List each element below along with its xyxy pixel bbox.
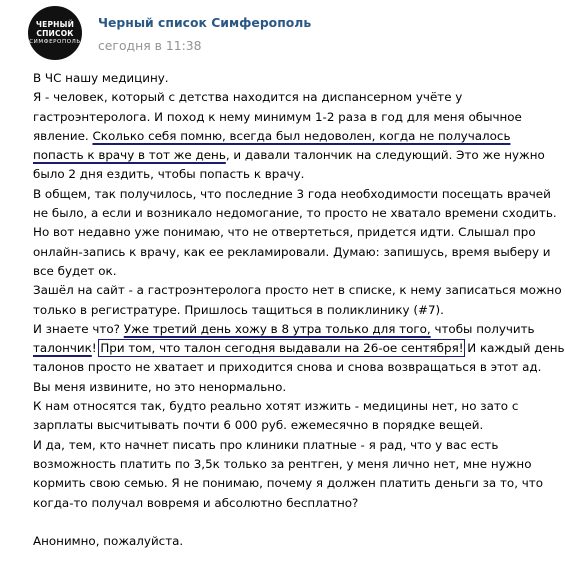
post-line: онлайн-запись к врачу, как ее рекламировали. Думаю: запишусь, время выберу и xyxy=(33,244,551,259)
post-line: возможность платить по 3,5к только за рентген, у меня лично нет, мне нужно xyxy=(33,456,532,471)
post-line: не было, а если и возникало недомогание, то просто не хватало времени сходить. xyxy=(33,206,557,221)
underlined-highlight: Сколько себя помню, всегда был недоволен, когда не получалось xyxy=(92,128,511,143)
post-line: К нам относятся так, будто реально хотят изжить - медицины нет, но зато с xyxy=(33,399,519,414)
post-line xyxy=(33,320,553,339)
post-timestamp[interactable]: сегодня в 11:38 xyxy=(98,38,202,53)
post-text-fragment: И каждый день xyxy=(463,341,565,356)
post-text-fragment: И знаете что? xyxy=(33,321,124,336)
post-text xyxy=(33,69,565,551)
underlined-highlight: талончик xyxy=(33,341,92,356)
post-line: В общем, так получилось, что последние 3 года необходимости посещать врачей xyxy=(33,186,551,201)
underlined-highlight: Уже третий день хожу в 8 утра только для того, xyxy=(123,321,431,336)
post-line: гастроэнтеролога. И поход к нему минимум 1-2 раза в год для меня обычное xyxy=(33,109,522,124)
post-text-fragment: чтобы получить xyxy=(430,321,535,336)
post-line xyxy=(33,127,553,146)
post-line: зарплаты высчитывать почти 6 000 руб. ежемесячно в порядке вещей. xyxy=(33,418,484,433)
boxed-highlight: При том, что талон сегодня выдавали на 26-ое сентября! xyxy=(100,341,464,356)
underlined-highlight: попасть к врачу в тот же день xyxy=(33,148,226,163)
post-line: Но вот недавно уже понимаю, что не отвертеться, придется идти. Слышал про xyxy=(33,225,536,240)
post-line: Вы меня извините, но это ненормально. xyxy=(33,379,287,394)
post-line: Зашёл на сайт - а гастроэнтеролога просто нет в списке, к нему записаться можно xyxy=(33,283,562,298)
post-line: И да, тем, кто начнет писать про клиники платные - я рад, что у вас есть xyxy=(33,437,499,452)
group-name-link[interactable]: Черный список Симферополь xyxy=(98,15,312,30)
avatar-text-line-3: СИМФЕРОПОЛЬ xyxy=(29,39,81,45)
post-text-fragment: , и давали талончик на следующий. Это же нужно xyxy=(225,148,545,163)
post-line xyxy=(33,146,553,165)
paragraph-gap xyxy=(33,513,553,532)
post-line: Я - человек, который с детства находится на диспансерном учёте у xyxy=(33,90,463,105)
post-header xyxy=(28,6,528,66)
post-line: когда-то получал вовремя и абсолютно бесплатно? xyxy=(33,495,359,510)
post-line: кормить свою семью. Я не понимаю, почему я должен платить деньги за то, что xyxy=(33,476,543,491)
post-line: талонов просто не хватает и приходится снова и снова возвращаться в этот ад. xyxy=(33,360,542,375)
post-line xyxy=(33,339,565,358)
group-avatar[interactable] xyxy=(28,6,82,60)
post-line: В ЧС нашу медицину. xyxy=(33,71,169,85)
post-line: Анонимно, пожалуйста. xyxy=(33,534,184,549)
post-text-fragment: явление. xyxy=(33,128,93,143)
post-text-fragment: ! xyxy=(91,341,101,356)
post-line: только в регистратуре. Пришлось тащиться в поликлинику (#7). xyxy=(33,302,444,317)
avatar-text-line-2: СПИСОК xyxy=(36,29,74,38)
avatar-text-line-1: ЧЕРНЫЙ xyxy=(35,20,75,29)
post-line: все будет ок. xyxy=(33,263,117,278)
post-line: было 2 дня ездить, чтобы попасть к врачу. xyxy=(33,167,305,182)
